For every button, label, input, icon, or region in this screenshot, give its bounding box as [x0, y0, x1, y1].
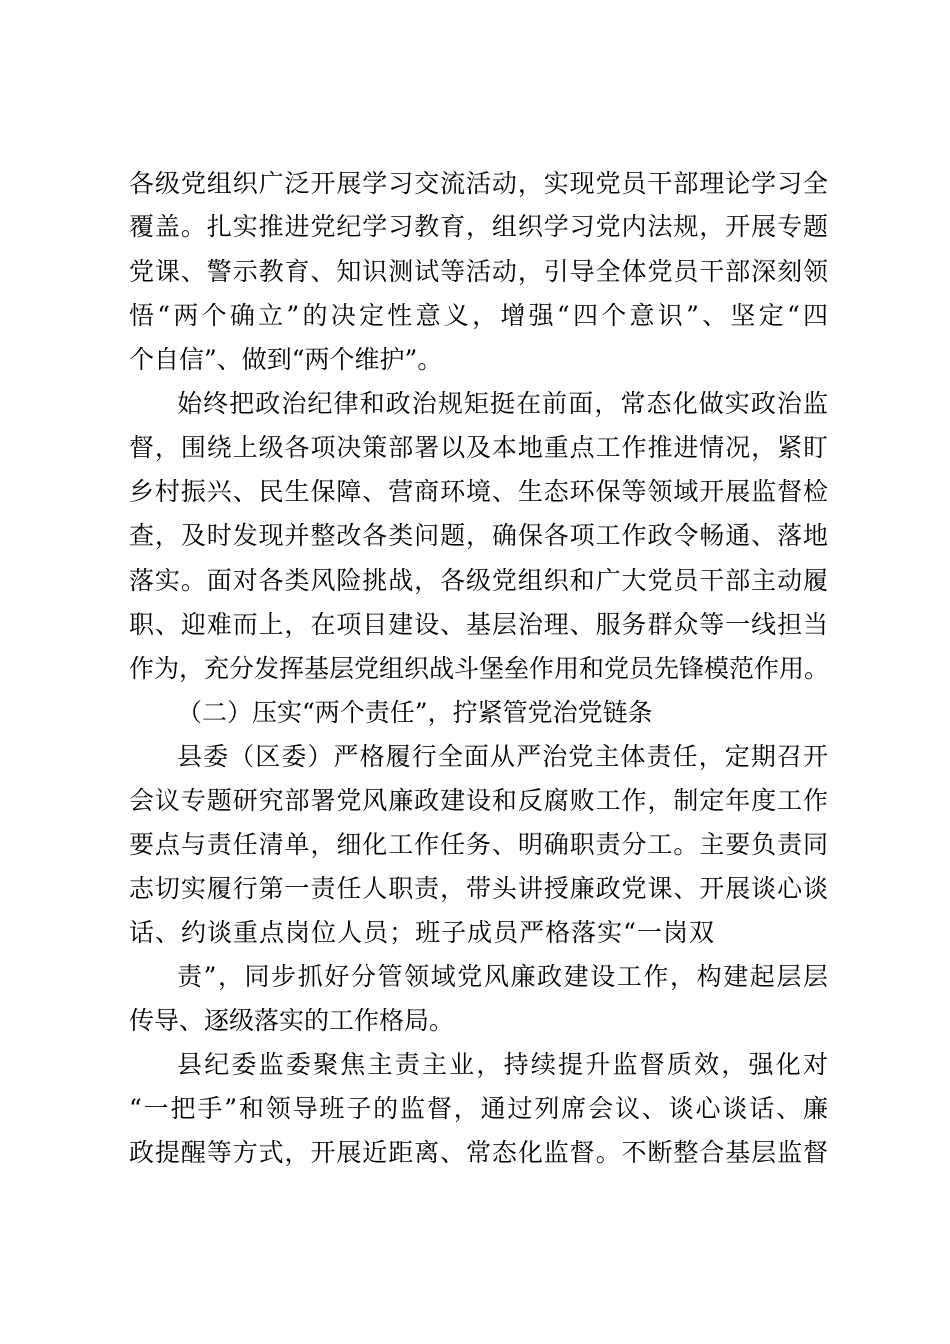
text-line: 责”，同步抓好分管领域党风廉政建设工作，构建起层层 — [177, 962, 828, 991]
text-line: 政提醒等方式，开展近距离、常态化监督。不断整合基层监督 — [129, 1138, 828, 1167]
text-line: 悟“两个确立”的决定性意义，增强“四个意识”、坚定“四 — [129, 301, 828, 330]
text-line: 作为，充分发挥基层党组织战斗堡垒作用和党员先锋模范作用。 — [129, 654, 830, 683]
text-line: 传导、逐级落实的工作格局。 — [129, 1006, 455, 1035]
text-line: 覆盖。扎实推进党纪学习教育，组织学习党内法规，开展专题 — [129, 212, 828, 241]
text-line: 始终把政治纪律和政治规矩挺在前面，常态化做实政治监 — [177, 389, 828, 418]
text-line: 各级党组织广泛开展学习交流活动，实现党员干部理论学习全 — [129, 169, 828, 198]
text-line: 县纪委监委聚焦主责主业，持续提升监督质效，强化对 — [177, 1050, 828, 1079]
text-line: 个自信”、做到“两个维护”。 — [129, 345, 443, 374]
text-line: 会议专题研究部署党风廉政建设和反腐败工作，制定年度工作 — [129, 786, 828, 815]
text-line: “一把手”和领导班子的监督，通过列席会议、谈心谈话、廉 — [129, 1094, 828, 1123]
text-line: 落实。面对各类风险挑战，各级党组织和广大党员干部主动履 — [129, 566, 828, 595]
text-line: 党课、警示教育、知识测试等活动，引导全体党员干部深刻领 — [129, 257, 828, 286]
text-line: 职、迎难而上，在项目建设、基层治理、服务群众等一线担当 — [129, 610, 828, 639]
text-line: 话、约谈重点岗位人员；班子成员严格落实“一岗双 — [129, 918, 714, 947]
text-line: 志切实履行第一责任人职责，带头讲授廉政党课、开展谈心谈 — [129, 874, 828, 903]
text-line: 县委（区委）严格履行全面从严治党主体责任，定期召开 — [177, 742, 828, 771]
text-line: 要点与责任清单，细化工作任务、明确职责分工。主要负责同 — [129, 830, 828, 859]
section-heading: （二）压实“两个责任”，拧紧管党治党链条 — [177, 698, 653, 727]
text-line: 查，及时发现并整改各类问题，确保各项工作政令畅通、落地 — [129, 521, 828, 550]
text-line: 乡村振兴、民生保障、营商环境、生态环保等领域开展监督检 — [129, 477, 828, 506]
text-line: 督，围绕上级各项决策部署以及本地重点工作推进情况，紧盯 — [129, 433, 828, 462]
